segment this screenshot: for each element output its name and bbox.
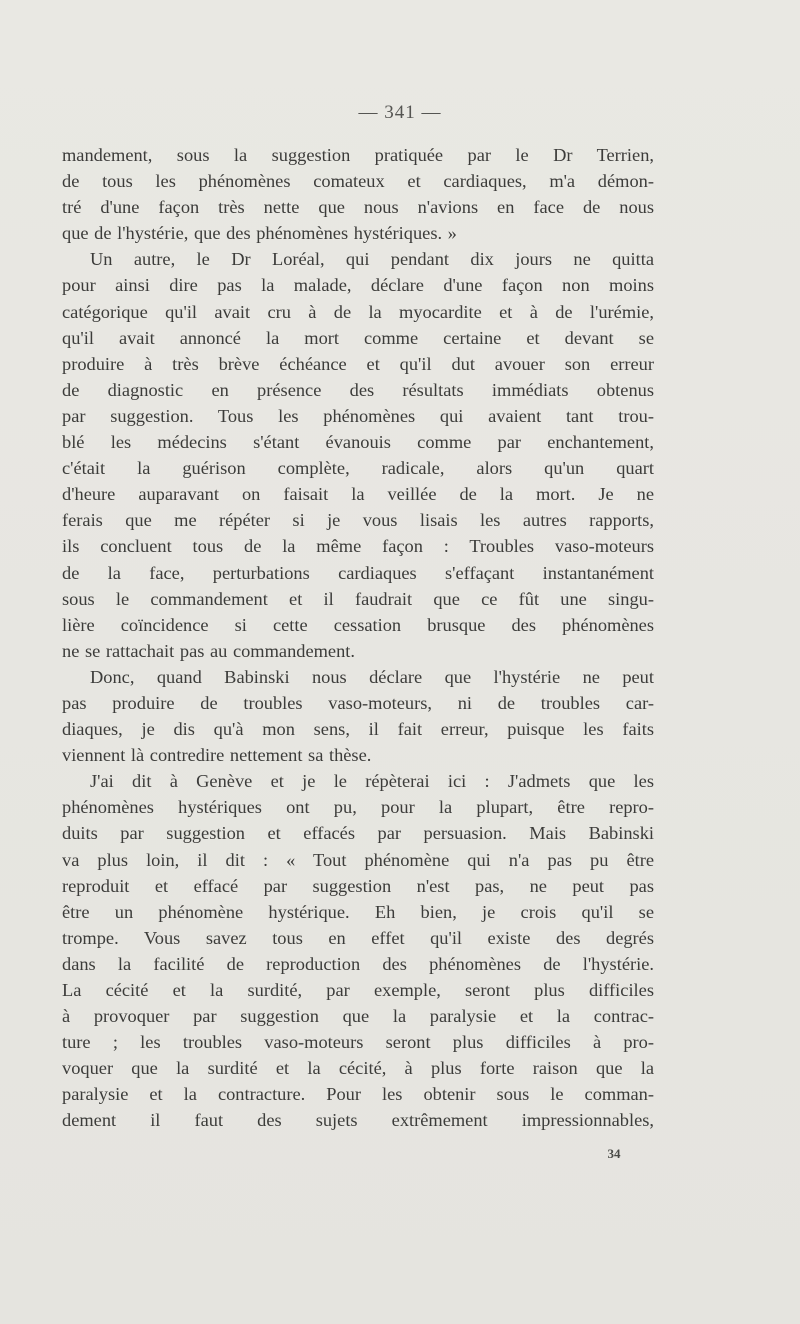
text-line xyxy=(62,220,654,246)
text-line xyxy=(62,1055,654,1081)
text-line xyxy=(62,768,654,794)
text-line-content: tré d'une façon très nette que nous n'avions en face de nous xyxy=(62,197,654,218)
text-line xyxy=(62,664,654,690)
text-line-content: trompe. Vous savez tous en effet qu'il existe des degrés xyxy=(62,927,654,948)
text-line-content: que de l'hystérie, que des phénomènes hystériques. » xyxy=(62,223,457,244)
text-line-content: La cécité et la surdité, par exemple, seront plus difficiles xyxy=(62,980,654,1000)
text-line-content: à provoquer par suggestion que la paralysie et la contrac- xyxy=(62,1006,654,1027)
text-line-content: c'était la guérison complète, radicale, alors qu'un quart xyxy=(62,458,654,479)
text-line xyxy=(62,1107,654,1133)
text-line xyxy=(62,586,654,612)
text-line-content: par suggestion. Tous les phénomènes qui avaient tant trou- xyxy=(62,405,654,426)
text-line-content: de tous les phénomènes comateux et cardiaques, m'a démon- xyxy=(62,171,654,192)
text-line-content: qu'il avait annoncé la mort comme certaine et devant se xyxy=(62,327,654,348)
text-line xyxy=(62,899,654,925)
text-line xyxy=(62,194,654,220)
text-line xyxy=(62,142,654,168)
text-line-content: sous le commandement et il faudrait que ce fût une singu- xyxy=(62,588,654,609)
text-line-content: duits par suggestion et effacés par persuasion. Mais Babinski xyxy=(62,823,654,844)
text-line-content: d'heure auparavant on faisait la veillée de la mort. Je ne xyxy=(62,484,654,505)
text-line-content: pas produire de troubles vaso-moteurs, ni de troubles car- xyxy=(62,692,654,713)
text-line xyxy=(62,481,654,507)
text-line xyxy=(62,377,654,403)
text-line xyxy=(62,925,654,951)
text-line xyxy=(62,690,654,716)
text-line-content: va plus loin, il dit : « Tout phénomène qui n'a pas pu être xyxy=(62,849,654,870)
text-line-content: viennent là contredire nettement sa thèse. xyxy=(62,745,372,766)
text-line-content: Un autre, le Dr Loréal, qui pendant dix jours ne quitta xyxy=(90,249,654,270)
text-line xyxy=(62,1003,654,1029)
text-line xyxy=(62,951,654,977)
text-line xyxy=(62,272,654,298)
text-line-content: catégorique qu'il avait cru à de la myocardite et à de l'urémie, xyxy=(62,301,654,322)
text-line-content: reproduit et effacé par suggestion n'est pas, ne peut pas xyxy=(62,875,654,896)
text-line xyxy=(62,716,654,742)
text-line xyxy=(62,246,654,272)
text-line xyxy=(62,560,654,586)
text-line xyxy=(62,1029,654,1055)
text-line xyxy=(62,533,654,559)
text-line xyxy=(62,612,654,638)
text-line xyxy=(62,847,654,873)
text-line xyxy=(62,977,654,1003)
text-line xyxy=(62,455,654,481)
text-line-content: ture ; les troubles vaso-moteurs seront plus difficiles à pro- xyxy=(62,1032,654,1053)
text-line-content: lière coïncidence si cette cessation brusque des phénomènes xyxy=(62,614,654,635)
text-line-content: ferais que me répéter si je vous lisais les autres rapports, xyxy=(62,510,654,531)
text-line-content: de diagnostic en présence des résultats immédiats obtenus xyxy=(62,379,654,400)
page-number-header: — 341 — xyxy=(358,102,442,123)
text-line-content: Donc, quand Babinski nous déclare que l'hystérie ne peut xyxy=(90,666,654,687)
text-line xyxy=(62,299,654,325)
text-line xyxy=(62,742,654,768)
text-line xyxy=(62,820,654,846)
text-line-content: mandement, sous la suggestion pratiquée par le Dr Terrien, xyxy=(62,145,654,165)
text-line xyxy=(62,873,654,899)
text-line xyxy=(62,638,654,664)
body-text xyxy=(62,142,654,1134)
text-line-content: produire à très brève échéance et qu'il dut avouer son erreur xyxy=(62,353,654,374)
text-line xyxy=(62,429,654,455)
text-line-content: dement il faut des sujets extrêmement impressionnables, xyxy=(62,1110,654,1131)
text-line xyxy=(62,794,654,820)
text-line xyxy=(62,168,654,194)
text-line-content: phénomènes hystériques ont pu, pour la plupart, être repro- xyxy=(62,797,654,818)
text-line-content: voquer que la surdité et la cécité, à plus forte raison que la xyxy=(62,1058,654,1079)
text-line xyxy=(62,1081,654,1107)
signature-mark: 34 xyxy=(607,1146,621,1161)
text-line-content: dans la facilité de reproduction des phénomènes de l'hystérie. xyxy=(62,953,654,974)
text-line-content: être un phénomène hystérique. Eh bien, je crois qu'il se xyxy=(62,901,654,922)
text-line-content: diaques, je dis qu'à mon sens, il fait erreur, puisque les faits xyxy=(62,719,654,740)
text-line xyxy=(62,325,654,351)
text-line xyxy=(62,403,654,429)
text-line-content: de la face, perturbations cardiaques s'effaçant instantanément xyxy=(62,562,654,583)
text-line-content: pour ainsi dire pas la malade, déclare d'une façon non moins xyxy=(62,275,654,296)
text-line-content: blé les médecins s'étant évanouis comme par enchantement, xyxy=(62,432,654,453)
text-line-content: ne se rattachait pas au commandement. xyxy=(62,640,356,661)
text-line-content: ils concluent tous de la même façon : Troubles vaso-moteurs xyxy=(62,536,654,557)
text-line xyxy=(62,351,654,377)
text-line-content: paralysie et la contracture. Pour les obtenir sous le comman- xyxy=(62,1084,654,1105)
text-line xyxy=(62,507,654,533)
text-line-content: J'ai dit à Genève et je le répèterai ici : J'admets que les xyxy=(90,771,654,792)
